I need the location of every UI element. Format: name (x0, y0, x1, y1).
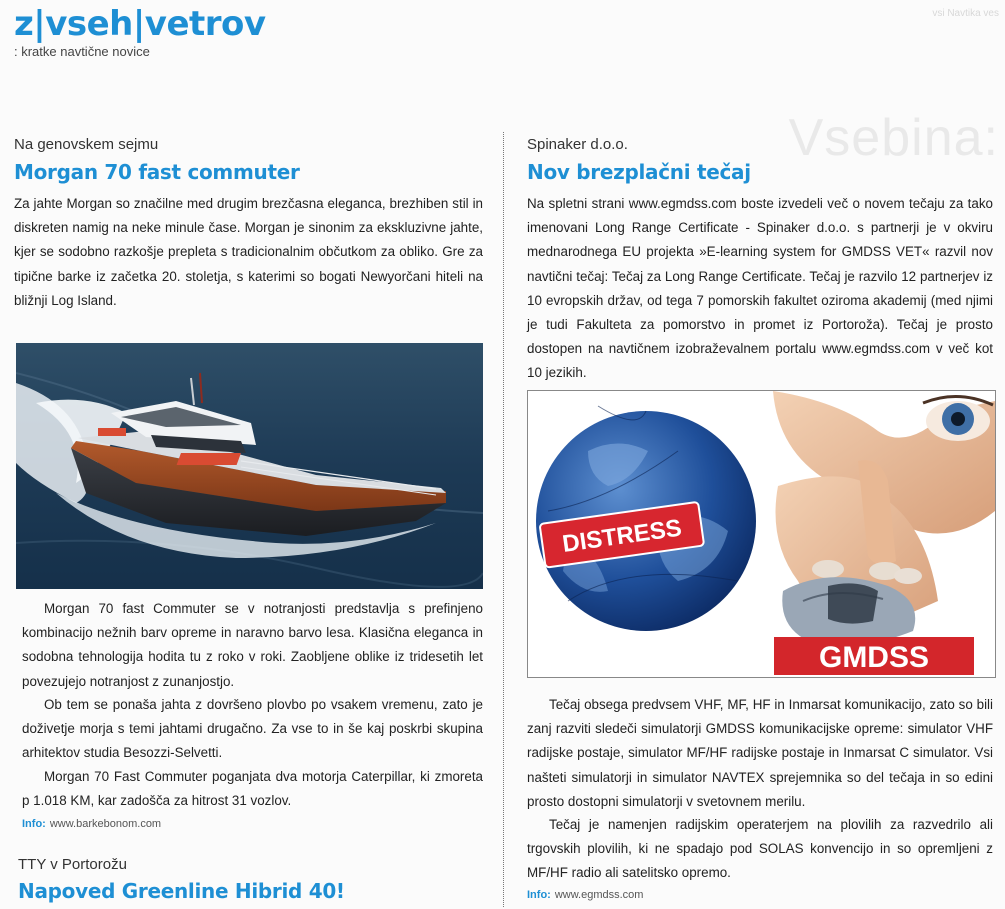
right-headline: Nov brezplačni tečaj (527, 160, 751, 184)
distress-label-text: DISTRESS (560, 514, 684, 558)
motor-yacht-image (16, 343, 483, 589)
magazine-section-logo: z|vseh|vetrov (14, 4, 266, 44)
left-info-link[interactable]: www.barkebonom.com (49, 818, 162, 830)
next-article-kicker: TTY v Portorožu (18, 856, 127, 873)
gmdss-illustration (528, 391, 995, 677)
gmdss-banner-text: GMDSS (818, 641, 930, 674)
left-kicker: Na genovskem sejmu (14, 136, 159, 153)
right-body-paragraph-2: Tečaj je namenjen radijskim operaterjem na plovilih za razvedrilo ali trgovskih plovilih, ki ne spadajo pod SOLAS konvencijo in so opremljeni z MF/HF radio ali satelitsko opremo. (527, 817, 993, 881)
right-kicker: Spinaker d.o.o. (527, 136, 628, 153)
left-info-line (22, 818, 161, 830)
right-info-line (527, 889, 643, 901)
left-intro-paragraph: Za jahte Morgan so značilne med drugim brezčasna eleganca, brezhiben stil in diskreten namig na neke minule čase. Morgan je sinonim za ekskluzivne jahte, kjer se sodobno razkošje prepleta s tradicionalnim občutkom za obliko. Gre za tipične barke iz začetka 20. stoletja, s katerimi so bogati Newyorčani hiteli na bližnji Log Island. (14, 196, 483, 308)
left-body-paragraph-3: Morgan 70 Fast Commuter poganjata dva motorja Caterpillar, ki zmoreta p 1.018 KM, kar zadošča za hitrost 31 vozlov. (22, 769, 483, 809)
right-info-label: Info: (527, 889, 551, 901)
ghost-header-text: vsi Navtika ves (932, 8, 999, 19)
left-body-paragraph-2: Ob tem se ponaša jahta z dovršeno plovbo po vsakem vremenu, zato je doživetje morja s temi jahtami drugačno. Za vse to in še kaj poskrbi skupina arhitektov studia Besozzi-Selvetti. (22, 697, 483, 761)
section-subtitle: : kratke navtične novice (14, 44, 150, 59)
yacht-photo (16, 343, 483, 589)
right-intro-paragraph: Na spletni strani www.egmdss.com boste izvedeli več o novem tečaju za tako imenovani Long Range Certificate - Spinaker d.o.o. s partnerji je v okviru mednarodnega EU projekta »E-learning system for GMDSS VET« razvil nov navtični tečaj: Tečaj za Long Range Certificate. Tečaj je razvilo 12 partnerjev iz 10 evropskih držav, od tega 7 pomorskih fakultet oziroma akademij (med njimi je tudi Fakulteta za pomorstvo in promet iz Portoroža). Tečaj je prosto dostopen na navtičnem izobraževalnem portalu www.egmdss.com v več kot 10 jezikih. (527, 196, 993, 381)
ghost-section-title: Vsebina: (788, 109, 999, 167)
right-info-link[interactable]: www.egmdss.com (554, 889, 644, 901)
next-article-headline: Napoved Greenline Hibrid 40! (18, 879, 345, 903)
right-body-paragraph-1: Tečaj obsega predvsem VHF, MF, HF in Inmarsat komunikacijo, zato so bili zanj razviti sledeči simulatorji GMDSS komunikacijske opreme: simulator VHF radijske postaje, simulator MF/HF radijske postaje in Inmarsat C simulator. Vsi našteti simulatorji in simulator NAVTEX sprejemnika so del tečaja in so edini prosto dostopni simulatorji v svetovnem merilu. (527, 697, 993, 809)
left-body-paragraph-1: Morgan 70 fast Commuter se v notranjosti predstavlja s prefinjeno kombinacijo nežnih barv opreme in naravno barvo lesa. Klasična eleganca in sodobna tehnologija hodita tu z roko v roki. Zaobljene oblike iz tridesetih let povezujejo notranjost z zunanjostjo. (22, 601, 483, 689)
gmdss-photo (527, 390, 996, 678)
left-info-label: Info: (22, 818, 46, 830)
left-headline: Morgan 70 fast commuter (14, 160, 300, 184)
column-divider (503, 132, 504, 907)
